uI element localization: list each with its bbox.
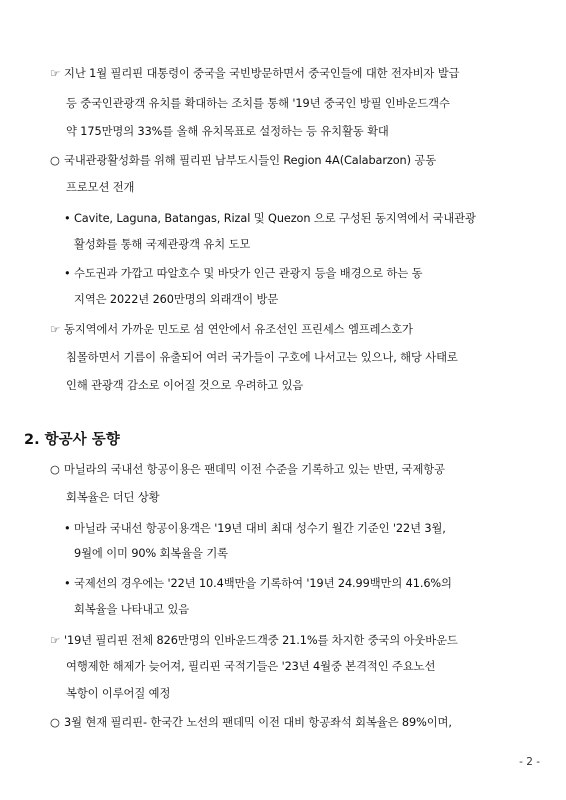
text-line: 등 중국인관광객 유치를 확대하는 조치를 통해 '19년 중국인 방필 인바운드객수 [66, 97, 450, 110]
text-line: 침몰하면서 기름이 유출되어 여러 국가들이 구호에 나서고는 있으나, 해당 사태로 [66, 351, 458, 364]
circle-bullet-icon: ○ [50, 716, 60, 729]
text-line: 복항이 이루어질 예정 [66, 687, 171, 700]
text-line: 약 175만명의 33%를 올해 유치목표로 설정하는 등 유치활동 확대 [66, 125, 389, 138]
text-line: 지역은 2022년 260만명의 외래객이 방문 [74, 293, 279, 306]
text-line: ○ 마닐라의 국내선 항공이용은 팬데믹 이전 수준을 기록하고 있는 반면, 국제항공 [50, 463, 445, 476]
text-line: 9월에 이미 90% 회복율을 기록 [74, 547, 228, 560]
text-line: 인해 관광객 감소로 이어질 것으로 우려하고 있음 [66, 379, 304, 392]
circle-bullet-icon: ○ [50, 154, 60, 167]
pointing-hand-icon: ☞ [50, 323, 61, 336]
dot-bullet-icon: • [64, 577, 71, 590]
section-heading: 2. 항공사 동향 [24, 432, 120, 448]
text-line: 여행제한 해제가 늦어져, 필리핀 국적기들은 '23년 4월중 본격적인 주요노선 [66, 660, 436, 673]
dot-bullet-icon: • [64, 212, 71, 225]
pointing-hand-icon: ☞ [50, 634, 61, 647]
text-line: 활성화를 통해 국제관광객 유치 도모 [74, 238, 251, 251]
text-line: • 국제선의 경우에는 '22년 10.4백만을 기록하여 '19년 24.99백만의 41.6%의 [64, 577, 452, 590]
text-line: 프로모션 전개 [66, 181, 135, 194]
circle-bullet-icon: ○ [50, 463, 60, 476]
dot-bullet-icon: • [64, 267, 71, 280]
text-line: • Cavite, Laguna, Batangas, Rizal 및 Quezon 으로 구성된 동지역에서 국내관광 [64, 212, 476, 225]
text-line: • 수도권과 가깝고 따알호수 및 바닷가 인근 관광지 등을 배경으로 하는 동 [64, 267, 423, 280]
text-line: ☞ '19년 필리핀 전체 826만명의 인바운드객중 21.1%를 차지한 중국의 아웃바운드 [50, 634, 458, 647]
pointing-hand-icon: ☞ [50, 67, 61, 80]
page-number: - 2 - [519, 756, 540, 768]
text-line: 회복율은 더딘 상황 [66, 491, 160, 504]
text-line: ○ 국내관광활성화를 위해 필리핀 남부도시들인 Region 4A(Calabarzon) 공동 [50, 154, 437, 167]
text-line: 회복율을 나타내고 있음 [74, 603, 190, 616]
dot-bullet-icon: • [64, 522, 71, 535]
text-line: • 마닐라 국내선 항공이용객은 '19년 대비 최대 성수기 월간 기준인 '22년 3월, [64, 522, 446, 535]
text-line: ☞ 동지역에서 가까운 민도로 섬 연안에서 유조선인 프린세스 엠프레스호가 [50, 323, 413, 336]
text-line: ○ 3월 현재 필리핀- 한국간 노선의 팬데믹 이전 대비 항공좌석 회복율은 89%이며, [50, 716, 452, 729]
text-line: ☞ 지난 1월 필리핀 대통령이 중국을 국빈방문하면서 중국인들에 대한 전자비자 발급 [50, 67, 460, 80]
